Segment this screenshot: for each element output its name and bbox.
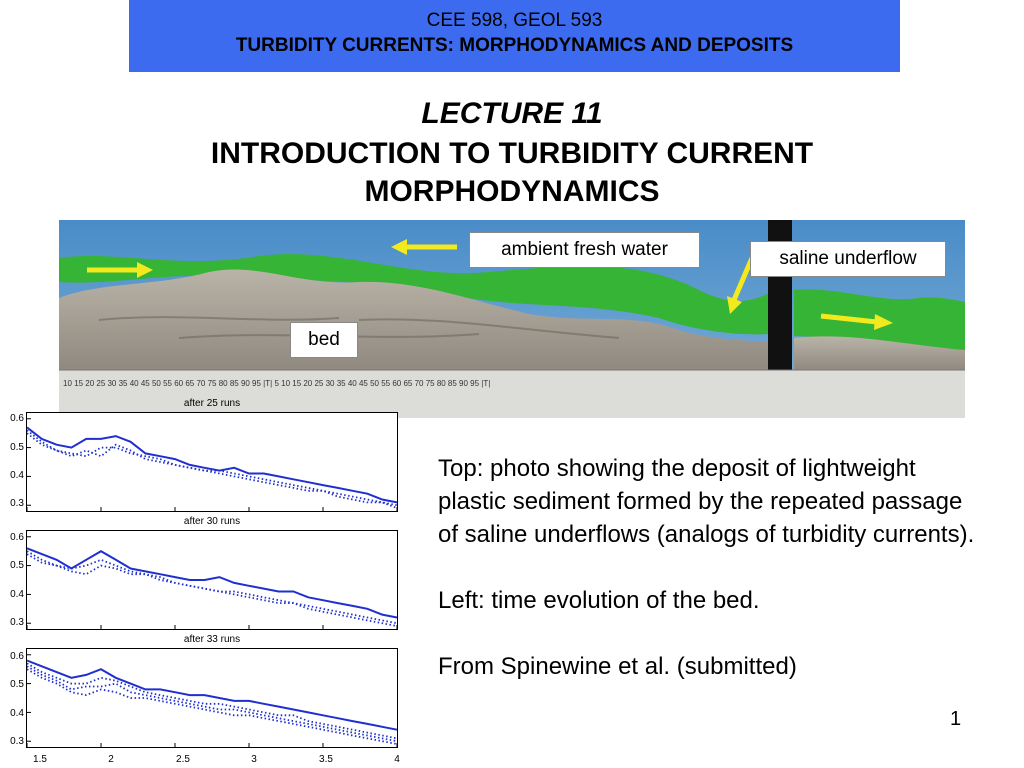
label-bed: bed bbox=[290, 322, 358, 358]
ytick-label: 0.6 bbox=[10, 651, 24, 662]
xtick-label: 1.5 bbox=[33, 754, 47, 765]
ytick-label: 0.5 bbox=[10, 679, 24, 690]
ytick-label: 0.3 bbox=[10, 617, 24, 628]
ytick-label: 0.3 bbox=[10, 498, 24, 509]
description-left: Left: time evolution of the bed. bbox=[438, 587, 760, 614]
lecture-title-line2: MORPHODYNAMICS bbox=[364, 175, 660, 208]
course-header bbox=[129, 0, 900, 72]
lecture-number: LECTURE 11 bbox=[421, 97, 603, 130]
ytick-label: 0.5 bbox=[10, 442, 24, 453]
ruler-text: 10 15 20 25 30 35 40 45 50 55 60 65 70 75 80 85 90 95 |T| 5 10 15 20 25 30 35 40 45 50 55 60 65 70 75 80 85 90 95 |T| bbox=[63, 379, 491, 388]
label-saline-underflow: saline underflow bbox=[750, 241, 946, 277]
xtick-label: 2 bbox=[108, 754, 114, 765]
ytick-label: 0.5 bbox=[10, 560, 24, 571]
ytick-label: 0.6 bbox=[10, 532, 24, 543]
course-subtitle: TURBIDITY CURRENTS: MORPHODYNAMICS AND DEPOSITS bbox=[235, 35, 794, 56]
plot-frame-25 bbox=[26, 412, 398, 512]
description-top: Top: photo showing the deposit of lightweight plastic sediment formed by the repeated passage of saline underflows (analogs of turbidity currents). bbox=[438, 455, 975, 548]
ytick-label: 0.4 bbox=[10, 470, 24, 481]
ytick-label: 0.4 bbox=[10, 589, 24, 600]
course-code: CEE 598, GEOL 593 bbox=[426, 10, 603, 31]
xtick-label: 3 bbox=[251, 754, 257, 765]
plot-title-33: after 33 runs bbox=[183, 634, 241, 645]
plot-title-30: after 30 runs bbox=[183, 516, 241, 527]
ytick-label: 0.4 bbox=[10, 708, 24, 719]
ytick-label: 0.3 bbox=[10, 736, 24, 747]
xtick-label: 3.5 bbox=[319, 754, 333, 765]
label-ambient-fresh-water: ambient fresh water bbox=[469, 232, 700, 268]
plot-frame-33 bbox=[26, 648, 398, 748]
flume-photo bbox=[59, 220, 965, 418]
xtick-label: 4 bbox=[394, 754, 400, 765]
xtick-label: 2.5 bbox=[176, 754, 190, 765]
plot-frame-30 bbox=[26, 530, 398, 630]
lecture-title-line1: INTRODUCTION TO TURBIDITY CURRENT bbox=[210, 137, 814, 170]
plot-title-25: after 25 runs bbox=[183, 398, 241, 409]
slide-description bbox=[438, 452, 988, 683]
page-number: 1 bbox=[950, 708, 962, 730]
description-source: From Spinewine et al. (submitted) bbox=[438, 653, 797, 680]
ytick-label: 0.6 bbox=[10, 413, 24, 424]
